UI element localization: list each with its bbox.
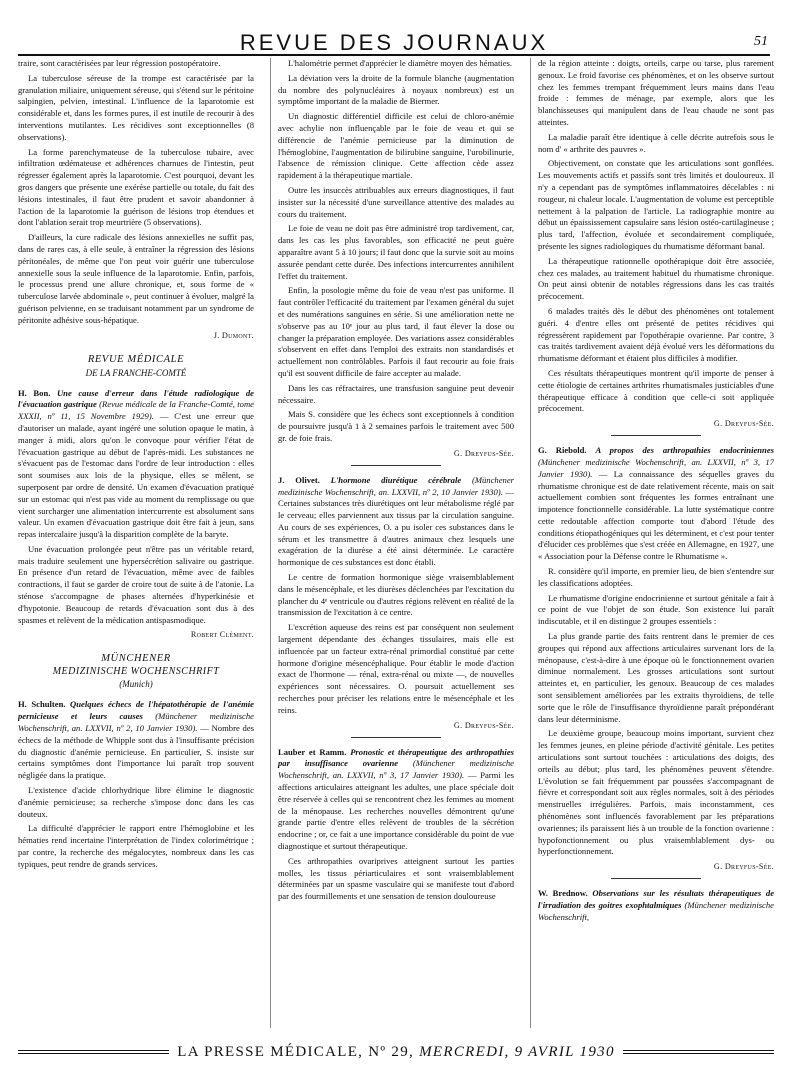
entry-author: H. Schulten. bbox=[18, 699, 66, 710]
entry-text: — Nombre des échecs de la méthode de Whipple sont dus à l'insuffisante précision du diagnostic d'anémie pernicieuse. En particulier, S. insiste sur certains symptômes dont l'importance lui paraît trop souvent négligée dans la pratique. bbox=[18, 723, 254, 781]
entry-reference: (Münchener medizinische Wochenschrift, an. LXXVII, nº 3, 17 Janvier 1930). bbox=[538, 456, 774, 479]
paragraph: La forme parenchymateuse de la tuberculose tubaire, avec infiltration œdémateuse et adhérences charnues de l'intestin, peut régresser également après la laparotomie. C'est pourquoi, devant les gros dangers que présente une exérèse partielle ou totale, du fait des lésions intestinales, il faut être prudent et savoir abandonner à l'action de la laparotomie la guérison de lésions trop étendues et dont l'ablation serait trop meurtrière (5 observations). bbox=[18, 146, 254, 228]
journal-section-subheading: (Munich) bbox=[119, 679, 153, 690]
paragraph: Ces arthropathies ovariprives atteignent surtout les parties molles, les tissus périarticulaires et sont vraisemblablement déterminées par un spasme vasculaire qui se manifeste tout d'abord par des fourmillements et une sensation de tension douloureuse bbox=[278, 855, 514, 902]
footer-rule-left bbox=[18, 1050, 169, 1054]
paragraph: La thérapeutique rationnelle opothérapique doit être associée, chez ces malades, au traitement habituel du rhumatisme chronique. On peut ainsi obtenir de notables régressions dans les cas traités précocement. bbox=[538, 255, 774, 302]
paragraph: La déviation vers la droite de la formule blanche (augmentation du nombre des polynucléaires à noyaux nombreux) est un symptôme important de la maladie de Biermer. bbox=[278, 72, 514, 107]
paragraph: 6 malades traités dès le début des phénomènes ont totalement guéri. 4 d'entre elles ont présenté de petites récidives qui régressèrent rapidement par l'opothérapie ovarienne. Par contre, 3 cas traités tardivement avaient déjà évolué vers les déformations du rhumatisme déformant et étaient plus difficiles à modifier. bbox=[538, 305, 774, 364]
entry-title: L'hormone diurétique cérébrale bbox=[330, 474, 462, 485]
paragraph: Ces résultats thérapeutiques montrent qu'il importe de penser à cette étiologie de certaines arthrites rhumatismales justiciables d'une thérapeutique efficace à condition que celle-ci soit appliquée précocement. bbox=[538, 367, 774, 414]
entry-title: Observations sur les résultats thérapeutiques de l'irradiation des goitres exophtalmiques bbox=[538, 888, 774, 910]
author-signature: J. Dumont. bbox=[213, 330, 254, 340]
footer-imprint bbox=[169, 1044, 623, 1061]
entry-reference: (Revue médicale de la Franche-Comté, tome XXXII, nº 11, 15 Novembre 1929). bbox=[18, 399, 254, 422]
entry-title: A propos des arthropathies endocriniennes bbox=[595, 445, 774, 456]
paragraph: Le deuxième groupe, beaucoup moins important, survient chez les femmes jeunes, en pleine période d'activité génitale. Les petites articulations sont surtout touchées : articulations des doigts, des orteils au début; plus tard, les phénomènes peuvent s'étendre. L'évolution se fait fréquemment par poussées s'accompagnant de fièvre et correspondant soit aux règles normales, soit à des périodes menstruelles irrégulières. Parfois, mais inconstamment, ces phénomènes sont influencés favorablement par les préparations ovariennes; ils paraissent liés à un trouble de la fonction ovarienne : hypofonctionnement ou plus vraisemblablement dys- ou hyperfonctionnement. bbox=[538, 728, 774, 857]
paragraph: La plus grande partie des faits rentrent dans le premier de ces groupes qui répond aux affections articulaires survenant lors de la ménopause, c'est-à-dire à une époque où le fonctionnement ovarien diminue normalement. Les grosses articulations sont surtout atteintes et, en particulier, les genoux. Beaucoup de ces malades sont sensiblement améliorées par les extraits thyroïdiens, de telle sorte que le rôle de l'insuffisance thyroïdienne paraît prépondérant dans leur déterminisme. bbox=[538, 631, 774, 724]
entry-text: — La connaissance des séquelles graves du rhumatisme chronique est de date relativement récente, mais on sait actuellement combien sont fréquentes les formes entraînant une impotence fonctionnelle considérable. La lutte systématique contre cette redoutable affection comporte tout d'abord l'étude des conditions étiopathogéniques qui les déterminent, et c'est pour tenter d'élucider ces problèmes que s'est créée en Allemagne, en 1927, une « Association pour la Défense contre le Rhumatisme ». bbox=[538, 468, 774, 562]
separator-rule bbox=[611, 878, 701, 879]
paragraph: L'existence d'acide chlorhydrique libre élimine le diagnostic d'anémie pernicieuse; sa recherche s'impose donc dans les cas douteux. bbox=[18, 785, 254, 819]
review-entry bbox=[538, 445, 774, 563]
entry-title: Pronostic et thérapeutique des arthropathies par insuffisance ovarienne bbox=[278, 746, 514, 769]
entry-title: Quelques échecs de l'hépatothérapie de l'anémie pernicieuse et leurs causes bbox=[18, 699, 254, 722]
journal-section-heading: MÜNCHENER bbox=[101, 653, 171, 665]
paragraph: La difficulté d'apprécier le rapport entre l'hémoglobine et les hématies rend incertaine l'interprétation de l'index colorimétrique ; par contre, la recherche des mégalocytes, nombreux dans les cas typiques, peut rendre de grands services. bbox=[18, 823, 254, 869]
article-columns bbox=[18, 58, 774, 1028]
paragraph: Le rhumatisme d'origine endocrinienne et surtout génitale a fait à ce point de vue l'objet de son étude. Son existence lui paraît indiscutable, et il en distingue 2 groupes essentiels : bbox=[538, 592, 774, 627]
entry-author: W. Brednow. bbox=[538, 888, 588, 899]
entry-author: Lauber et Ramm. bbox=[278, 746, 347, 757]
entry-reference: (Münchener medizinische Wochenschrift, bbox=[538, 900, 774, 922]
separator-rule bbox=[351, 465, 441, 466]
journal-section-heading: REVUE MÉDICALE bbox=[87, 353, 185, 365]
entry-author: H. Bon. bbox=[18, 387, 51, 398]
page-footer bbox=[18, 1040, 774, 1064]
paragraph: Un diagnostic différentiel difficile est celui de chloro-anémie avec achylie non influençable par le foie de veau et qui se différencie de l'anémie pernicieuse par la diminution de l'hémoglobine, l'augmentation de bilirubine sanguine, l'urobilinurie, l'absence de rémission clinique. Cette affection cède assez rapidement à la thérapeutique martiale. bbox=[278, 111, 514, 181]
paragraph: R. considère qu'il importe, en premier lieu, de bien s'entendre sur les classifications adoptées. bbox=[538, 566, 774, 588]
running-title: REVUE DES JOURNAUX bbox=[239, 30, 549, 55]
paragraph: L'halométrie permet d'apprécier le diamètre moyen des hématies. bbox=[288, 58, 513, 68]
paragraph: Dans les cas réfractaires, une transfusion sanguine peut devenir nécessaire. bbox=[278, 382, 514, 405]
paragraph: traire, sont caractérisées par leur régression postopératoire. bbox=[18, 58, 221, 68]
review-entry bbox=[278, 475, 514, 569]
author-signature: Robert Clément. bbox=[190, 630, 254, 640]
paragraph: La maladie paraît être identique à celle décrite autrefois sous le nom d' « arthrite des pauvres ». bbox=[538, 131, 774, 154]
author-signature: G. Dreyfus-Sée. bbox=[453, 720, 514, 730]
entry-reference: (Münchener medizinische Wochenschrift, an. LXXVII, nº 2, 10 Janvier 1930). bbox=[278, 474, 514, 497]
page-number: 51 bbox=[754, 34, 768, 49]
entry-reference: (Münchener medizinische Wochenschrift, an. LXXVII, nº 3, 17 Janvier 1930). bbox=[278, 758, 514, 781]
paragraph: L'excrétion aqueuse des reins est par conséquent non seulement largement dépendante des échanges tissulaires, mais elle est influencée par un facteur extra-rénal primordial constitué par cette hormone d'origine mésencéphalique. Pour établir le mode d'action exact de l'hormone — rénal, extra-rénal ou mixte —, de nouvelles expériences sont nécessaires. O. poursuit actuellement ses recherches pour préciser les relations entre le mésencéphale et les reins. bbox=[278, 622, 514, 715]
entry-author: G. Riebold. bbox=[538, 445, 587, 456]
review-entry bbox=[278, 747, 514, 853]
column-3 bbox=[530, 58, 774, 1028]
paragraph: Une évacuation prolongée peut n'être pas un véritable retard, mais traduire seulement une hypersécrétion salivaire ou gastrique. En présence d'un retard de l'évacuation, même avec de faibles contractions, il faut se garder de croire tout de suite à de l'atonie. La sténose s'accompagne de phases alternées d'hyperkinésie et d'hypotonie. Beaucoup de retards d'évacuation sont dus à des spasmes et relèvent de la médication antispasmodique. bbox=[18, 543, 254, 625]
column-1 bbox=[18, 58, 254, 1028]
paragraph: Outre les insuccès attribuables aux erreurs diagnostiques, il faut insister sur la nécessité d'une surveillance attentive des malades au cours du traitement. bbox=[278, 184, 514, 219]
journal-section-heading-line2: MEDIZINISCHE WOCHENSCHRIFT bbox=[52, 666, 220, 678]
paragraph: D'ailleurs, la cure radicale des lésions annexielles ne suffit pas, dans de rares cas, à elle seule, à entraîner la régression des lésions péritonéales, de même que l'on peut voir guérir une tuberculose annexielle sous la seule influence de la laparotomie. Enfin, parfois, le processus prend une allure chronique, et, sous forme de « tuberculose larvée abdominale », peut continuer à évoluer, malgré la guérison pelvienne, en se traduisant notamment par un syndrome de péritonite adhésive sous-hépatique. bbox=[18, 232, 254, 325]
separator-rule bbox=[611, 435, 701, 436]
entry-reference: (Münchener medizinische Wochenschrift, an. LXXVII, nº 2, 10 Janvier 1930). bbox=[18, 711, 254, 734]
review-entry bbox=[18, 699, 254, 782]
column-2 bbox=[270, 58, 514, 1028]
paragraph: Objectivement, on constate que les articulations sont gonflées. Les mouvements actifs et passifs sont très limités et douloureux. Il n'y a cependant pas de symptômes inflammatoires décelables : ni rougeur, ni chaleur locale. L'augmentation de volume est perceptible nettement à la palpation de l'article. La radiographie montre au début un épaississement capsulaire sans lésion ostéo-cartilagineuse ; plus tard, l'affection, évoluée et secondairement compliquée, présente les signes radiologiques du rhumatisme déformant banal. bbox=[538, 158, 774, 251]
author-signature: G. Dreyfus-Sée. bbox=[713, 862, 774, 872]
author-signature: G. Dreyfus-Sée. bbox=[713, 419, 774, 429]
journal-section-subheading: DE LA FRANCHE-COMTÉ bbox=[85, 367, 187, 378]
paragraph: Le foie de veau ne doit pas être administré trop tardivement, car, dans les cas les plus favorables, son efficacité ne peut guère apparaître avant 5 à 10 jours; il faut donc que la survie soit au moins assurée pendant cette durée. Des infections intercurrentes annihilent l'effet du traitement. bbox=[278, 223, 514, 281]
review-entry bbox=[18, 388, 254, 541]
separator-rule bbox=[351, 737, 441, 738]
entry-text: — C'est une erreur que d'autoriser un malade, ayant ingéré une solution opaque le matin, à manger à midi, alors qu'on le convoque pour vérifier l'état de l'évacuation gastrique au début de l'après-midi. Les substances ne s'évacuent pas de l'estomac dans l'ordre de leur introduction : elles sont soumises aux lois de la physique, elles se mêlent, se superposent par ordre de densité. Un examen d'évacuation pratiqué sur un estomac qui n'est pas vide au moment du remplissage ou que vient surcharger une alimentation intercurrente est absolument sans valeur. Un examen d'évacuation gastrique doit être fait à jeun, sans repas intercalaire jusqu'à la disparition complète de la baryte. bbox=[18, 411, 254, 540]
entry-title: Une cause d'erreur dans l'étude radiologique de l'évacuation gastrique bbox=[18, 387, 254, 410]
paragraph: de la région atteinte : doigts, orteils, carpe ou tarse, plus rarement genoux. Le froid favorise ces phénomènes, et on les observe surtout chez les femmes trempant fréquemment leurs mains dans l'eau froide : femmes de ménage, par exemple, alors que les blanchisseuses qui manipulent dans de l'eau chaude ne sont pas atteintes. bbox=[538, 58, 774, 127]
entry-text: — Certaines substances très diurétiques ont leur métabolisme réglé par le cerveau; elles parviennent aux tissus par la circulation sanguine. Au cours de ses expériences, O. a pu isoler ces substances dans le sérum et les transmettre à d'autres animaux chez lesquels une exagération de la diurèse a été ainsi déterminée. Le caractère hormonique de ces substances est donc établi. bbox=[278, 486, 514, 568]
footer-journal: LA PRESSE MÉDICALE, Nº 29, bbox=[177, 1043, 415, 1060]
paragraph: Enfin, la posologie même du foie de veau n'est pas uniforme. Il faut contrôler l'efficacité du traitement par l'examen général du sujet et des numérations sanguines en série. Si une amélioration nette ne s'observe pas au 10ᵉ jour au plus tard, il faut élever la dose ou changer la préparation employée. Des variations assez considérables s'observent en effet dans l'emploi des extraits non standardisés et actuellement non contrôlables. Parfois il faut recourir au foie frais qu'il est souvent difficile de faire accepter au malade. bbox=[278, 285, 514, 378]
footer-date: MERCREDI, 9 AVRIL 1930 bbox=[419, 1043, 615, 1060]
author-signature: G. Dreyfus-Sée. bbox=[453, 448, 514, 458]
paragraph: Mais S. considère que les échecs sont exceptionnels à condition de poursuivre jusqu'à 1 à 2 semaines parfois le traitement avec 500 gr. de foie frais. bbox=[278, 409, 514, 443]
page-header bbox=[18, 24, 770, 56]
footer-rule-right bbox=[623, 1050, 774, 1054]
review-entry bbox=[538, 888, 774, 923]
entry-text: — Parmi les affections articulaires atteignant les adultes, une place spéciale doit être réservée à celles qui se rencontrent chez les femmes au moment de la ménopause. Les recherches nouvelles démontrent qu'une grande partie d'entre elles relèvent de troubles de la sécrétion endocrine ; or, ce fait a une importance considérable du point de vue diagnostique et surtout thérapeutique. bbox=[278, 770, 514, 852]
paragraph: La tuberculose séreuse de la trompe est caractérisée par la granulation miliaire, uniquement séreuse, qui s'étend sur le péritoine salpingien, pelvien, intestinal. L'influence de la laparotomie est considérable et, dans les formes pures, il est inutile de recourir à des interventions mutilantes. Les récidives sont exceptionnelles (8 observations). bbox=[18, 72, 254, 142]
paragraph: Le centre de formation hormonique siège vraisemblablement dans le mésencéphale, et les diurèses déclenchées par l'excitation du plancher du 4ᵉ ventricule ou d'autres régions relèvent en réalité de la transmission de l'excitation à ce centre. bbox=[278, 572, 514, 618]
entry-author: J. Olivet. bbox=[278, 474, 320, 485]
